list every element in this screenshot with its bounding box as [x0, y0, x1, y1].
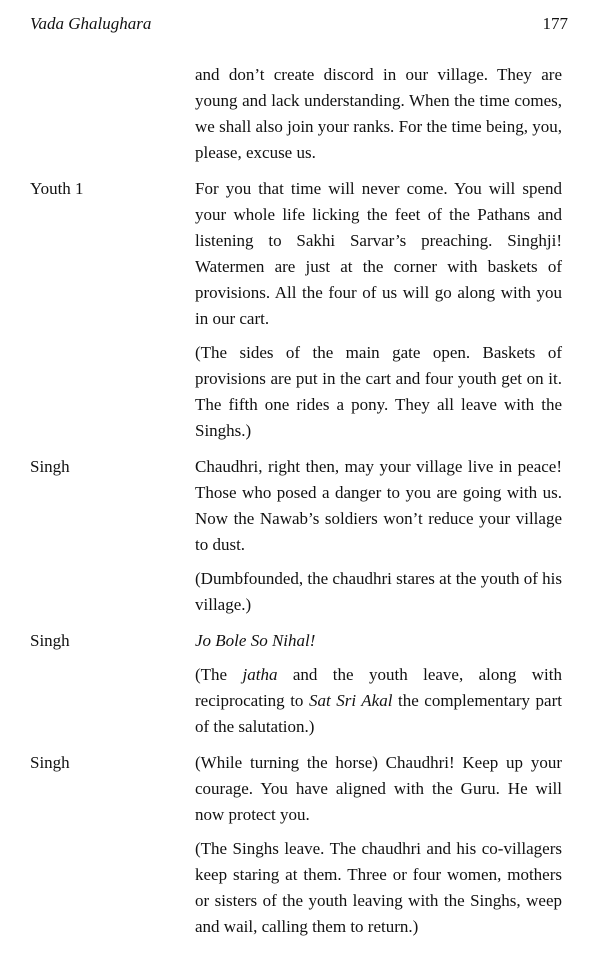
- stage-direction: (Dumbfounded, the chaudhri stares at the youth of his village.): [195, 569, 562, 614]
- stage-text: the complementary part of the salutation.): [195, 691, 562, 736]
- dialogue-line: and don’t create discord in our village. They are young and lack understanding. When the time comes, we shall also join your ranks. For the time being, you, please, excuse us.: [195, 65, 562, 162]
- speaker-name: Singh: [30, 753, 70, 772]
- speaker-name: Singh: [30, 457, 70, 476]
- dialogue-line: Jo Bole So Nihal!: [195, 631, 316, 650]
- dialogue-entry: [30, 628, 570, 740]
- stage-direction: (The sides of the main gate open. Baskets of provisions are put in the cart and four youth get on it. The fifth one rides a pony. They all leave with the Singhs.): [195, 343, 562, 440]
- speaker-name: Singh: [30, 631, 70, 650]
- dialogue-entry: [30, 176, 570, 444]
- stage-text: (The: [195, 665, 243, 684]
- dialogue-entry: [30, 750, 570, 940]
- dialogue-line: Chaudhri, right then, may your village live in peace! Those who posed a danger to you are going with us. Now the Nawab’s soldiers won’t reduce your village to dust.: [195, 457, 562, 554]
- dialogue-entry: [30, 62, 570, 166]
- dialogue-line: For you that time will never come. You will spend your whole life licking the feet of the Pathans and listening to Sakhi Sarvar’s preaching. Singhji! Watermen are just at the corner with baskets of provisions. All the four of us will go along with you in our cart.: [195, 179, 562, 328]
- page-number: 177: [542, 14, 568, 33]
- stage-direction: [195, 662, 562, 740]
- stage-text: and the youth leave, along with reciprocating to: [195, 665, 563, 710]
- stage-direction: (The Singhs leave. The chaudhri and his co-villagers keep staring at them. Three or four women, mothers or sisters of the youth leaving with the Singhs, weep and wail, calling them to return.): [195, 839, 562, 936]
- dialogue-line: (While turning the horse) Chaudhri! Keep up your courage. You have aligned with the Guru. He will now protect you.: [195, 753, 562, 824]
- page-header: [30, 14, 570, 40]
- dialogue-entry: [30, 454, 570, 618]
- italic-term: Sat Sri Akal: [308, 691, 393, 710]
- italic-term: jatha: [242, 665, 278, 684]
- running-title: Vada Ghalughara: [30, 14, 152, 33]
- page-body: [30, 62, 570, 950]
- speaker-name: Youth 1: [30, 179, 84, 198]
